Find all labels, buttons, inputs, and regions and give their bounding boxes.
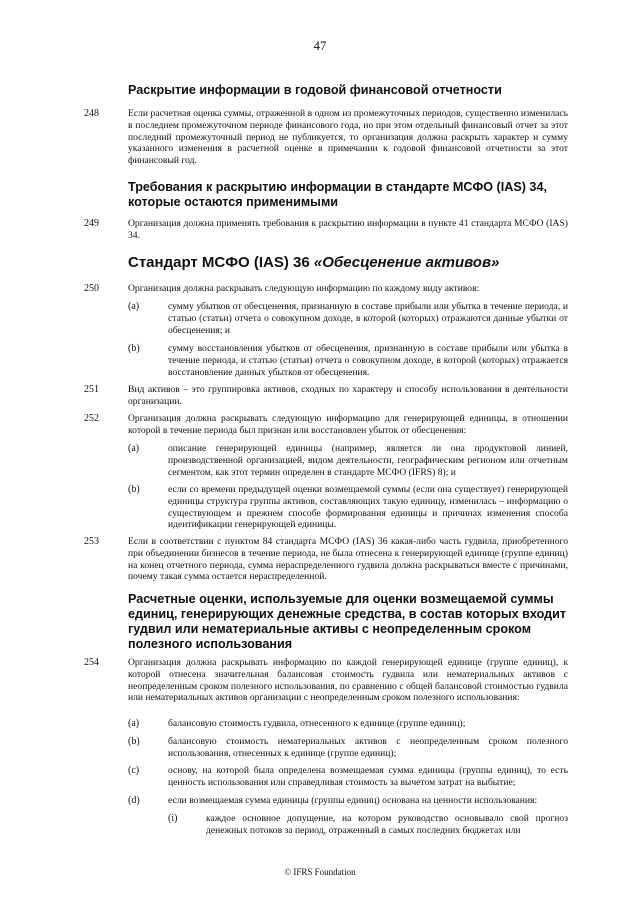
paragraph-number-248: 248	[84, 108, 99, 119]
footer-copyright: © IFRS Foundation	[284, 867, 356, 877]
page-number: 47	[313, 38, 327, 53]
section-title-ias34-line1: Требования к раскрытию информации в стандарте МСФО (IAS) 34,	[128, 180, 547, 194]
section-title-ias36-prefix: Стандарт МСФО (IAS) 36	[128, 254, 314, 271]
item-text-252b: если со времени предыдущей оценки возмещаемой суммы (если она существует) генерирующей единицы структура группы активов, составляющих такую единицу, изменилась – информацию о существующем и прежнем способе формирования единицы и причинах изменения способа идентификации генерирующей единицы.	[168, 484, 568, 531]
paragraph-249-text: Организация должна применять требования к раскрытию информации в пункте 41 стандарта МСФО (IAS) 34.	[128, 218, 568, 241]
item-label-252b: (b)	[128, 484, 140, 495]
item-text-250b: сумму восстановления убытков от обесценения, признанную в составе прибыли или убытка в течение периода, и статью (статьи) отчета о совокупном доходе, в которой (которых) отражается восстановление данных убытков от обесценения.	[168, 343, 568, 378]
section-title-recoverable-line1: Расчетные оценки, используемые для оценки возмещаемой суммы	[128, 592, 554, 606]
item-label-254d: (d)	[128, 795, 140, 806]
item-text-254b: балансовую стоимость нематериальных активов с неопределенным сроком полезного использования, отнесенных к единице (группе единиц);	[168, 736, 568, 759]
paragraph-250-text: Организация должна раскрывать следующую информацию по каждому виду активов:	[128, 283, 480, 294]
paragraph-number-250: 250	[84, 283, 99, 294]
subitem-label-254d-i: (i)	[168, 813, 178, 824]
item-label-250a: (a)	[128, 301, 140, 312]
paragraph-number-253: 253	[84, 536, 99, 547]
paragraph-number-252: 252	[84, 413, 99, 424]
paragraph-number-249: 249	[84, 218, 99, 229]
item-label-252a: (a)	[128, 443, 140, 454]
section-title-ias34-line2: которые остаются применимыми	[128, 195, 338, 209]
section-title-recoverable-amount	[128, 592, 600, 652]
paragraph-251-text: Вид активов – это группировка активов, сходных по характеру и способу использования в деятельности организации.	[128, 384, 568, 407]
section-title-recoverable-line4: полезного использования	[128, 637, 293, 651]
section-title-recoverable-line3: гудвил или нематериальные активы с неопределенным сроком	[128, 622, 532, 636]
paragraph-248-text: Если расчетная оценка суммы, отраженной в одном из промежуточных периодов, существенно изменилась в последнем промежуточном периоде финансового года, но при этом отдельный финансовый отчет за этот последний промежуточный период не публикуется, то организация должна раскрыть характер и сумму указанного изменения в расчетной оценке в примечании к годовой финансовой отчетности за этот финансовый год.	[128, 108, 568, 167]
paragraph-number-251: 251	[84, 384, 99, 395]
item-label-254b: (b)	[128, 736, 140, 747]
item-label-254c: (c)	[128, 765, 140, 776]
paragraph-number-254: 254	[84, 657, 99, 668]
item-text-254d: если возмещаемая сумма единицы (группы единиц) основана на ценности использования:	[168, 795, 538, 806]
item-text-254a: балансовую стоимость гудвила, отнесенного к единице (группе единиц);	[168, 718, 466, 729]
item-text-250a: сумму убытков от обесценения, признанную в составе прибыли или убытка в течение периода, и статью (статьи) отчета о совокупном доходе, в которой (которых) отражаются данные убытки от обесценения; и	[168, 301, 568, 336]
section-title-annual-disclosure: Раскрытие информации в годовой финансовой отчетности	[128, 83, 502, 97]
section-title-ias36	[128, 254, 600, 271]
item-label-250b: (b)	[128, 343, 140, 354]
section-title-ias36-italic: «Обесценение активов»	[313, 254, 500, 271]
item-text-254c: основу, на которой была определена возмещаемая сумма единицы (группы единиц), то есть ценность использования или справедливая стоимость за вычетом затрат на выбытие;	[168, 765, 568, 788]
item-text-252a: описание генерирующей единицы (например, является ли она продуктовой линией, производственной организацией, видом деятельности, географическим регионом или отчетным сегментом, как этот термин определен в стандарте МСФО (IFRS) 8); и	[168, 443, 568, 478]
item-label-254a: (a)	[128, 718, 140, 729]
paragraph-252-text: Организация должна раскрывать следующую информацию для генерирующей единицы, в отношении которой в течение периода был признан или восстановлен убыток от обесценения:	[128, 413, 568, 436]
subitem-text-254d-i: каждое основное допущение, на котором руководство основывало свой прогноз денежных потоков за период, отраженный в самых последних бюджетах или	[206, 813, 568, 836]
paragraph-254-text: Организация должна раскрывать информацию по каждой генерирующей единице (группе единиц), к которой отнесена значительная балансовая стоимость гудвила или нематериальных активов с неопределенным сроком полезного использования, по сравнению с общей балансовой стоимостью гудвила или нематериальных активов организации с неопределенным сроком полезного использования:	[128, 657, 568, 704]
section-title-recoverable-line2: единиц, генерирующих денежные средства, в состав которых входит	[128, 607, 567, 621]
paragraph-253-text: Если в соответствии с пунктом 84 стандарта МСФО (IAS) 36 какая-либо часть гудвила, приобретенного при объединении бизнесов в течение периода, не была отнесена к генерирующей единице (группе единиц) на конец отчетного периода, сумма нераспределенного гудвила должна раскрываться вместе с причинами, почему такая сумма остается нераспределенной.	[128, 536, 568, 583]
section-title-ias34	[128, 180, 600, 210]
